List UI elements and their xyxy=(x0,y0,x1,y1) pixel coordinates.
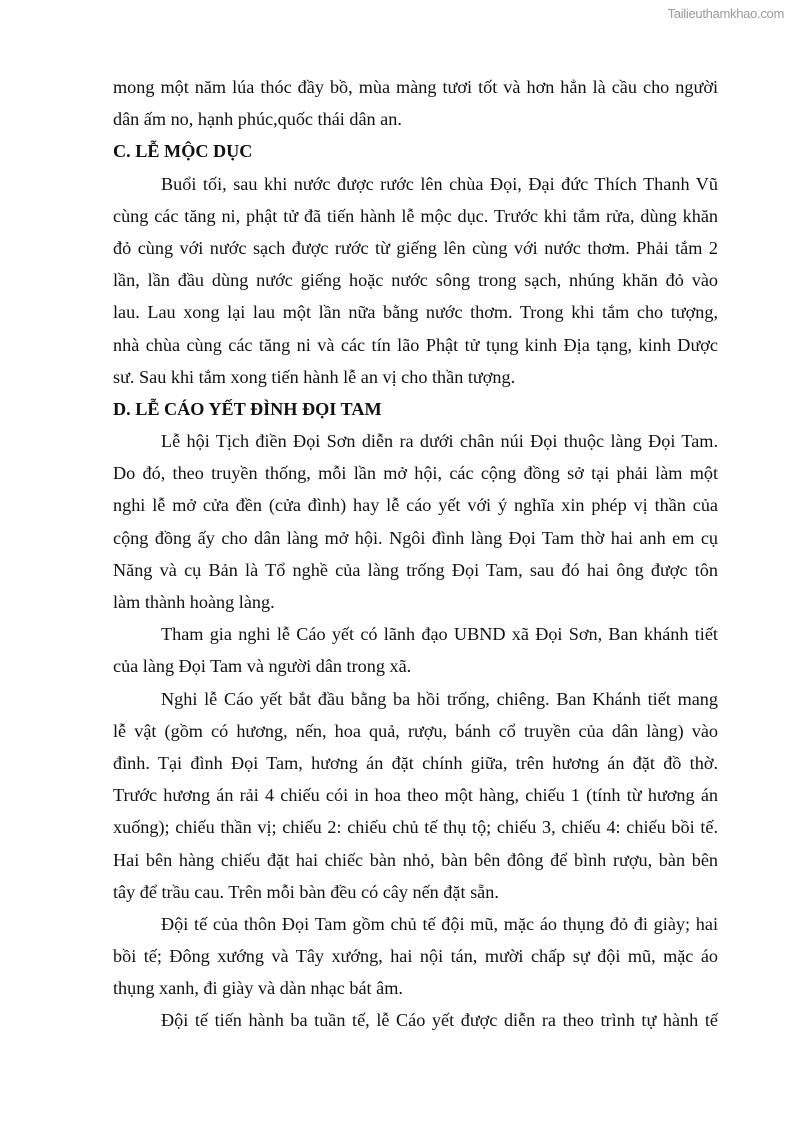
text-line: Do đó, theo truyền thống, mỗi lần mở hội, các cộng đồng sở tại phải làm một xyxy=(113,463,718,484)
text-line: sư. Sau khi tắm xong tiến hành lễ an vị cho thần tượng. xyxy=(113,366,516,387)
section-heading xyxy=(113,135,718,167)
text-line: Lễ hội Tịch điền Đọi Sơn diễn ra dưới chân núi Đọi thuộc làng Đọi Tam. xyxy=(161,431,718,452)
text-line: của làng Đọi Tam và người dân trong xã. xyxy=(113,656,412,677)
paragraph xyxy=(113,425,718,618)
text-line: Nghi lễ Cáo yết bắt đầu bằng ba hồi trống, chiêng. Ban Khánh tiết mang xyxy=(161,688,718,709)
text-line: dân ấm no, hạnh phúc,quốc thái dân an. xyxy=(113,109,402,130)
text-line: đình. Tại đình Đọi Tam, hương án đặt chính giữa, trên hương án đặt đồ thờ. xyxy=(113,752,718,773)
text-line: bồi tế; Đông xướng và Tây xướng, hai nội tán, mười chấp sự đội mũ, mặc áo xyxy=(113,946,718,967)
paragraph xyxy=(113,168,718,393)
text-line: thụng xanh, đi giày và dàn nhạc bát âm. xyxy=(113,978,403,999)
text-line: làm thành hoàng làng. xyxy=(113,592,275,612)
text-line: xuống); chiếu thần vị; chiếu 2: chiếu chủ tế thụ tộ; chiếu 3, chiếu 4: chiếu bồi tế. xyxy=(113,817,718,838)
text-line: đỏ cùng với nước sạch được rước từ giếng lên cùng với nước thơm. Phải tắm 2 xyxy=(113,237,718,258)
text-line: tây để trầu cau. Trên mỗi bàn đều có cây nến đặt sẵn. xyxy=(113,881,499,902)
text-line: Đội tế của thôn Đọi Tam gồm chủ tế đội mũ, mặc áo thụng đỏ đi giày; hai xyxy=(161,913,718,934)
heading-text: C. LỄ MỘC DỤC xyxy=(113,141,253,162)
text-line: Trước hương án rải 4 chiếu cói in hoa theo một hàng, chiếu 1 (tính từ hương án xyxy=(113,785,718,806)
heading-text: D. LỄ CÁO YẾT ĐÌNH ĐỌI TAM xyxy=(113,398,382,419)
paragraph xyxy=(113,1004,718,1036)
paragraph xyxy=(113,71,718,135)
text-line: lễ vật (gồm có hương, nến, hoa quả, rượu, bánh cổ truyền của dân làng) vào xyxy=(113,720,718,741)
watermark: Tailieuthamkhao.com xyxy=(667,6,784,21)
text-line: lau. Lau xong lại lau một lần nữa bằng nước thơm. Trong khi tắm cho tượng, xyxy=(113,302,718,323)
document-body xyxy=(113,71,718,1037)
paragraph xyxy=(113,683,718,908)
paragraph xyxy=(113,908,718,1005)
text-line: lần, lần đầu dùng nước giếng hoặc nước sông trong sạch, nhúng khăn đỏ vào xyxy=(113,270,718,291)
text-line: nhà chùa cùng các tăng ni và các tín lão Phật tử tụng kinh Địa tạng, kinh Dược xyxy=(113,334,718,355)
paragraph xyxy=(113,618,718,682)
text-line: Buổi tối, sau khi nước được rước lên chùa Đọi, Đại đức Thích Thanh Vũ xyxy=(161,173,718,194)
text-line: cùng các tăng ni, phật tử đã tiến hành lễ mộc dục. Trước khi tắm rửa, dùng khăn xyxy=(113,205,718,226)
text-line: nghi lễ mở cửa đền (cửa đình) hay lễ cáo yết với ý nghĩa xin phép vị thần của xyxy=(113,495,718,516)
text-line: cộng đồng ấy cho dân làng mở hội. Ngôi đình làng Đọi Tam thờ hai anh em cụ xyxy=(113,527,718,548)
text-line: Năng và cụ Bản là Tổ nghề của làng trống Đọi Tam, sau đó hai ông được tôn xyxy=(113,559,718,580)
text-line: Hai bên hàng chiếu đặt hai chiếc bàn nhỏ, bàn bên đông để bình rượu, bàn bên xyxy=(113,849,718,870)
text-line: Đội tế tiến hành ba tuần tế, lễ Cáo yết được diễn ra theo trình tự hành tế xyxy=(161,1010,718,1031)
text-line: Tham gia nghi lễ Cáo yết có lãnh đạo UBND xã Đọi Sơn, Ban khánh tiết xyxy=(161,624,718,645)
text-line: mong một năm lúa thóc đầy bồ, mùa màng tươi tốt và hơn hẳn là cầu cho người xyxy=(113,77,718,97)
section-heading xyxy=(113,393,718,425)
